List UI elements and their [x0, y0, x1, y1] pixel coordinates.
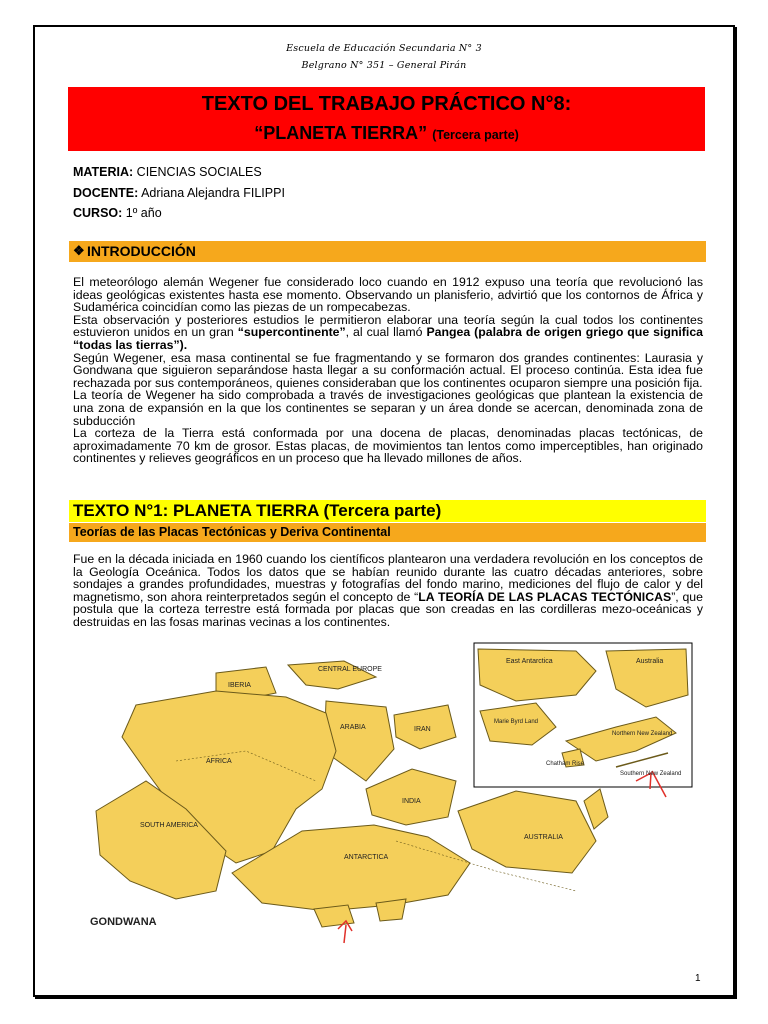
map-title: GONDWANA: [90, 916, 157, 928]
intro-heading-bar: [69, 241, 706, 262]
page-number: 1: [695, 973, 701, 984]
map-label: East Antarctica: [506, 658, 553, 665]
texto1-heading-bar: [69, 500, 706, 522]
intro-heading: INTRODUCCIÓN: [87, 243, 196, 259]
intro-paragraph: Según Wegener, esa masa continental se fue fragmentando y se formaron dos grandes continentes: Laurasia y Gondwana que siguieron separándose hasta llegar a su conformación actual. El proceso continúa. Esta idea fue rechazada por sus contemporáneos, quienes consideraban que los continentes ocuparon siempre una posición fija.: [73, 350, 703, 390]
curso-label: CURSO:: [73, 206, 123, 220]
title-banner: [68, 87, 705, 151]
map-label: Marie Byrd Land: [494, 719, 539, 725]
materia-value: CIENCIAS SOCIALES: [136, 165, 262, 179]
map-label: IBERIA: [228, 682, 251, 689]
map-label: Chatham Rise: [546, 761, 585, 767]
texto1-text: [73, 553, 703, 629]
map-label: AFRICA: [206, 758, 232, 765]
docente-value: Adriana Alejandra FILIPPI: [141, 186, 285, 200]
map-label: ARABIA: [340, 724, 366, 731]
materia-row: [73, 165, 262, 179]
intro-paragraph: Esta observación y posteriores estudios le permitieron elaborar una teoría según la cual todos los continentes estuvieron unidos en un gran “supercontinente”, al cual llamó Pangea (palabra de origen griego que significa “todas las tierras”).: [73, 312, 703, 352]
docente-label: DOCENTE:: [73, 186, 139, 200]
texto1-paragraph: Fue en la década iniciada en 1960 cuando los científicos plantearon una verdadera revolución en los conceptos de la Geología Oceánica. Todos los datos que se habían reunido durante las cuatro décadas anteriores, sobre sondajes a grandes profundidades, muestras y fotografías del fondo marino, mediciones del flujo de calor y del magnetismo, son ahora reinterpretados según el concepto de “LA TEORÍA DE LAS PLACAS TECTÓNICAS”, que postula que la corteza terrestre está formada por placas que son creadas en las cordilleras mezo-oceánicas y destruidas en las fosas marinas vecinas a los continentes.: [73, 552, 703, 629]
gondwana-map: [76, 641, 696, 946]
texto1-subheading: Teorías de las Placas Tectónicas y Deriva Continental: [73, 525, 391, 539]
small-landmass: [376, 899, 406, 921]
map-label: Northern New Zealand: [612, 731, 673, 737]
page-subtitle: [68, 123, 705, 144]
map-label: SOUTH AMERICA: [140, 822, 198, 829]
texto1-subheading-bar: [69, 523, 706, 542]
gondwana-map-figure: [76, 641, 696, 946]
map-label: AUSTRALIA: [524, 834, 563, 841]
map-label: INDIA: [402, 798, 421, 805]
docente-row: [73, 186, 285, 200]
subtitle-part: (Tercera parte): [432, 128, 519, 142]
curso-value: 1º año: [125, 206, 162, 220]
map-label: CENTRAL EUROPE: [318, 666, 382, 673]
page-title: TEXTO DEL TRABAJO PRÁCTICO N°8:: [201, 93, 572, 115]
school-address: Belgrano N° 351 – General Pirán: [301, 60, 467, 71]
map-label: IRAN: [414, 726, 431, 733]
diamond-bullet-icon: ❖: [73, 243, 85, 258]
map-label: Australia: [636, 658, 664, 665]
subtitle-main: “PLANETA TIERRA”: [254, 123, 428, 143]
intro-paragraph: La corteza de la Tierra está conformada por una docena de placas, denominadas placas tectónicas, de aproximadamente 70 km de grosor. Estas placas, de movimientos tan lentos como imperceptibles, han originado continentes y relieves geográficos en un proceso que ha llevado millones de años.: [73, 426, 703, 466]
map-label: ANTARCTICA: [344, 854, 389, 861]
intro-text: [73, 276, 703, 465]
curso-row: [73, 206, 162, 220]
texto1-heading: TEXTO N°1: PLANETA TIERRA (Tercera parte): [73, 501, 442, 520]
school-name: Escuela de Educación Secundaria N° 3: [286, 43, 482, 54]
map-label: Southern New Zealand: [620, 771, 682, 777]
intro-paragraph: El meteorólogo alemán Wegener fue considerado loco cuando en 1912 expuso una teoría que revolucionó las ideas geológicas existentes hasta ese momento. Observando un planisferio, advirtió que los contornos de África y Sudamérica coincidían como las piezas de un rompecabezas.: [73, 275, 703, 315]
materia-label: MATERIA:: [73, 165, 134, 179]
intro-paragraph: La teoría de Wegener ha sido comprobada a través de investigaciones geológicas que plantean la existencia de una zona de expansión en la que los continentes se separan y un área donde se acercan, denominada zona de subducción: [73, 388, 703, 428]
